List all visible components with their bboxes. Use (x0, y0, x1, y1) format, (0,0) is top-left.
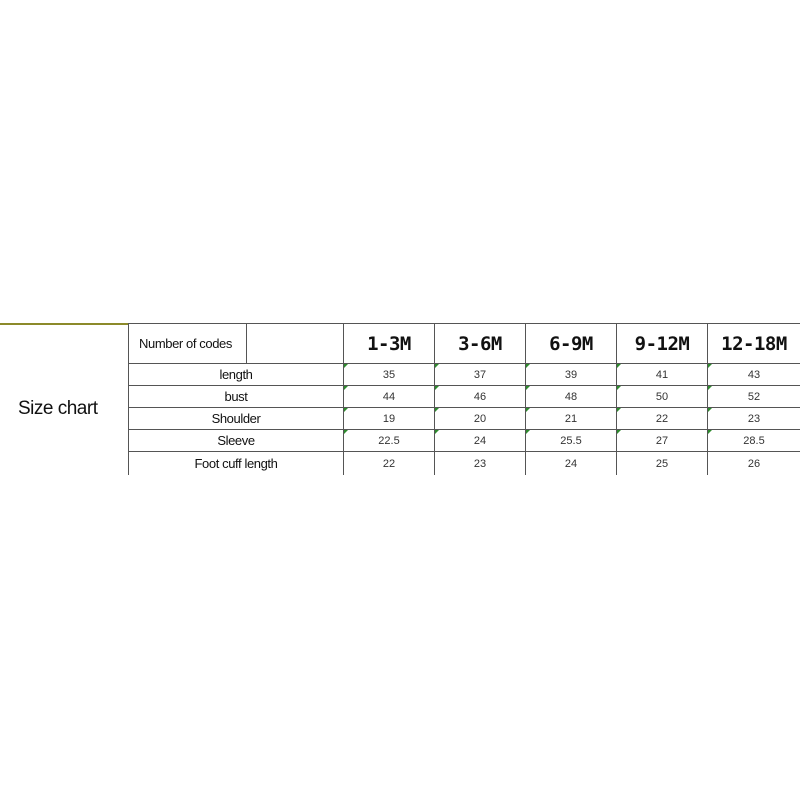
value-cell: 35 (344, 364, 435, 386)
size-header: 3-6M (435, 324, 526, 364)
table-row (129, 386, 800, 408)
value-cell: 43 (708, 364, 800, 386)
value-cell: 50 (617, 386, 708, 408)
value-cell: 28.5 (708, 430, 800, 452)
value-cell: 26 (708, 452, 800, 476)
blank-cell (247, 324, 344, 364)
row-label: Foot cuff length (129, 452, 344, 476)
value-cell: 24 (435, 430, 526, 452)
value-cell: 19 (344, 408, 435, 430)
value-cell: 39 (526, 364, 617, 386)
value-cell: 25.5 (526, 430, 617, 452)
row-label: Shoulder (129, 408, 344, 430)
table-header-row (129, 324, 800, 364)
value-cell: 41 (617, 364, 708, 386)
value-cell: 22 (617, 408, 708, 430)
value-cell: 48 (526, 386, 617, 408)
value-cell: 24 (526, 452, 617, 476)
value-cell: 27 (617, 430, 708, 452)
value-cell: 22 (344, 452, 435, 476)
size-chart-title: Size chart (18, 398, 98, 419)
row-label: bust (129, 386, 344, 408)
value-cell: 37 (435, 364, 526, 386)
row-label: Sleeve (129, 430, 344, 452)
table-row (129, 408, 800, 430)
header-label: Number of codes (129, 324, 247, 364)
value-cell: 25 (617, 452, 708, 476)
value-cell: 20 (435, 408, 526, 430)
table-row (129, 452, 800, 476)
value-cell: 22.5 (344, 430, 435, 452)
value-cell: 23 (435, 452, 526, 476)
value-cell: 23 (708, 408, 800, 430)
size-chart-table (128, 323, 800, 475)
table-row (129, 430, 800, 452)
value-cell: 44 (344, 386, 435, 408)
size-header: 12-18M (708, 324, 800, 364)
size-header: 1-3M (344, 324, 435, 364)
value-cell: 46 (435, 386, 526, 408)
value-cell: 52 (708, 386, 800, 408)
row-label: length (129, 364, 344, 386)
accent-divider-line (0, 323, 128, 325)
size-header: 9-12M (617, 324, 708, 364)
table-row (129, 364, 800, 386)
value-cell: 21 (526, 408, 617, 430)
size-header: 6-9M (526, 324, 617, 364)
